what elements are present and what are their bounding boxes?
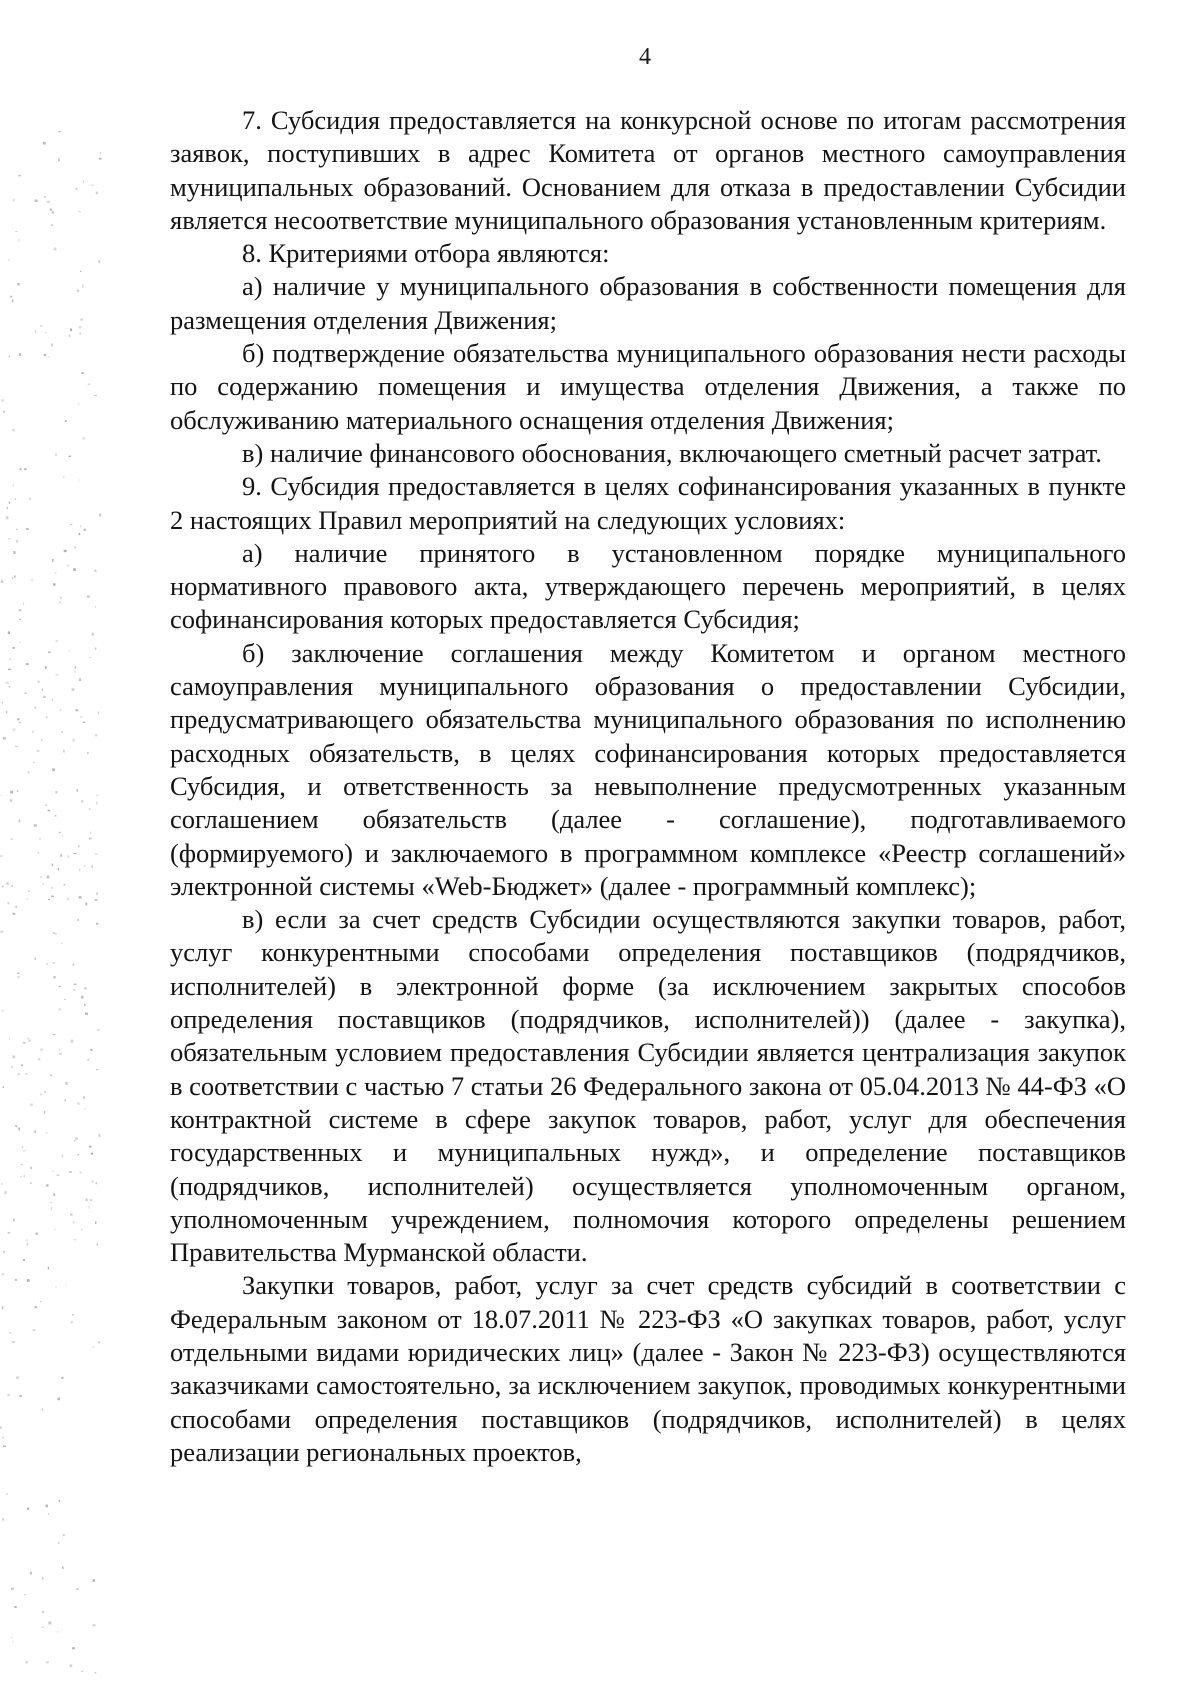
paragraph-procurement: Закупки товаров, работ, услуг за счет средств субсидий в соответствии с Федеральным законом от 18.07.2011 № 223-ФЗ «О закупках товаров, работ, услуг отдельными видами юридических лиц» (далее - Закон № 223-ФЗ) осуществляются заказчиками самостоятельно, за исключением закупок, проводимых конкурентными способами определения поставщиков (подрядчиков, исполнителей) в целях реализации региональных проектов,	[170, 1270, 1126, 1467]
paragraph-9a: а) наличие принятого в установленном порядке муниципального нормативного правового акта, утверждающего перечень мероприятий, в целях софинансирования которых предоставляется Субсидия;	[170, 537, 1126, 635]
document-body	[170, 104, 1126, 1469]
paragraph-9v: в) если за счет средств Субсидии осуществляются закупки товаров, работ, услуг конкурентными способами определения поставщиков (подрядчиков, исполнителей) в электронной форме (за исключением закрытых способов определения поставщиков (подрядчиков, исполнителей)) (далее - закупка), обязательным условием предоставления Субсидии является централизация закупок в соответствии с частью 7 статьи 26 Федерального закона от 05.04.2013 № 44-ФЗ «О контрактной системе в сфере закупок товаров, работ, услуг для обеспечения государственных и муниципальных нужд», и определение поставщиков (подрядчиков, исполнителей) осуществляется уполномоченным органом, уполномоченным учреждением, полномочия которого определены решением Правительства Мурманской области.	[170, 904, 1126, 1268]
paragraph-8v: в) наличие финансового обоснования, включающего сметный расчет затрат.	[242, 437, 1102, 468]
paragraph-8b: б) подтверждение обязательства муниципального образования нести расходы по содержанию помещения и имущества отделения Движения, а также по обслуживанию материального оснащения отделения Движения;	[170, 338, 1126, 435]
paragraph-7: 7. Субсидия предоставляется на конкурсной основе по итогам рассмотрения заявок, поступивших в адрес Комитета от органов местного самоуправления муниципальных образований. Основанием для отказа в предоставлении Субсидии является несоответствие муниципального образования установленным критериям.	[170, 105, 1126, 235]
paragraph-8: 8. Критериями отбора являются:	[242, 238, 610, 269]
paragraph-9: 9. Субсидия предоставляется в целях софинансирования указанных в пункте 2 настоящих Правил мероприятий на следующих условиях:	[170, 471, 1126, 535]
page-number: 4	[639, 44, 651, 70]
scan-margin-noise	[0, 0, 120, 1708]
paragraph-8a: а) наличие у муниципального образования в собственности помещения для размещения отделения Движения;	[170, 271, 1126, 335]
paragraph-9b: б) заключение соглашения между Комитетом и органом местного самоуправления муниципального образования о предоставлении Субсидии, предусматривающего обязательства муниципального образования по исполнению расходных обязательств, в целях софинансирования которых предоставляется Субсидия, и ответственность за невыполнение предусмотренных указанным соглашением обязательств (далее - соглашение), подготавливаемого (формируемого) и заключаемого в программном комплексе «Реестр соглашений» электронной системы «Web-Бюджет» (далее - программный комплекс);	[170, 637, 1126, 901]
